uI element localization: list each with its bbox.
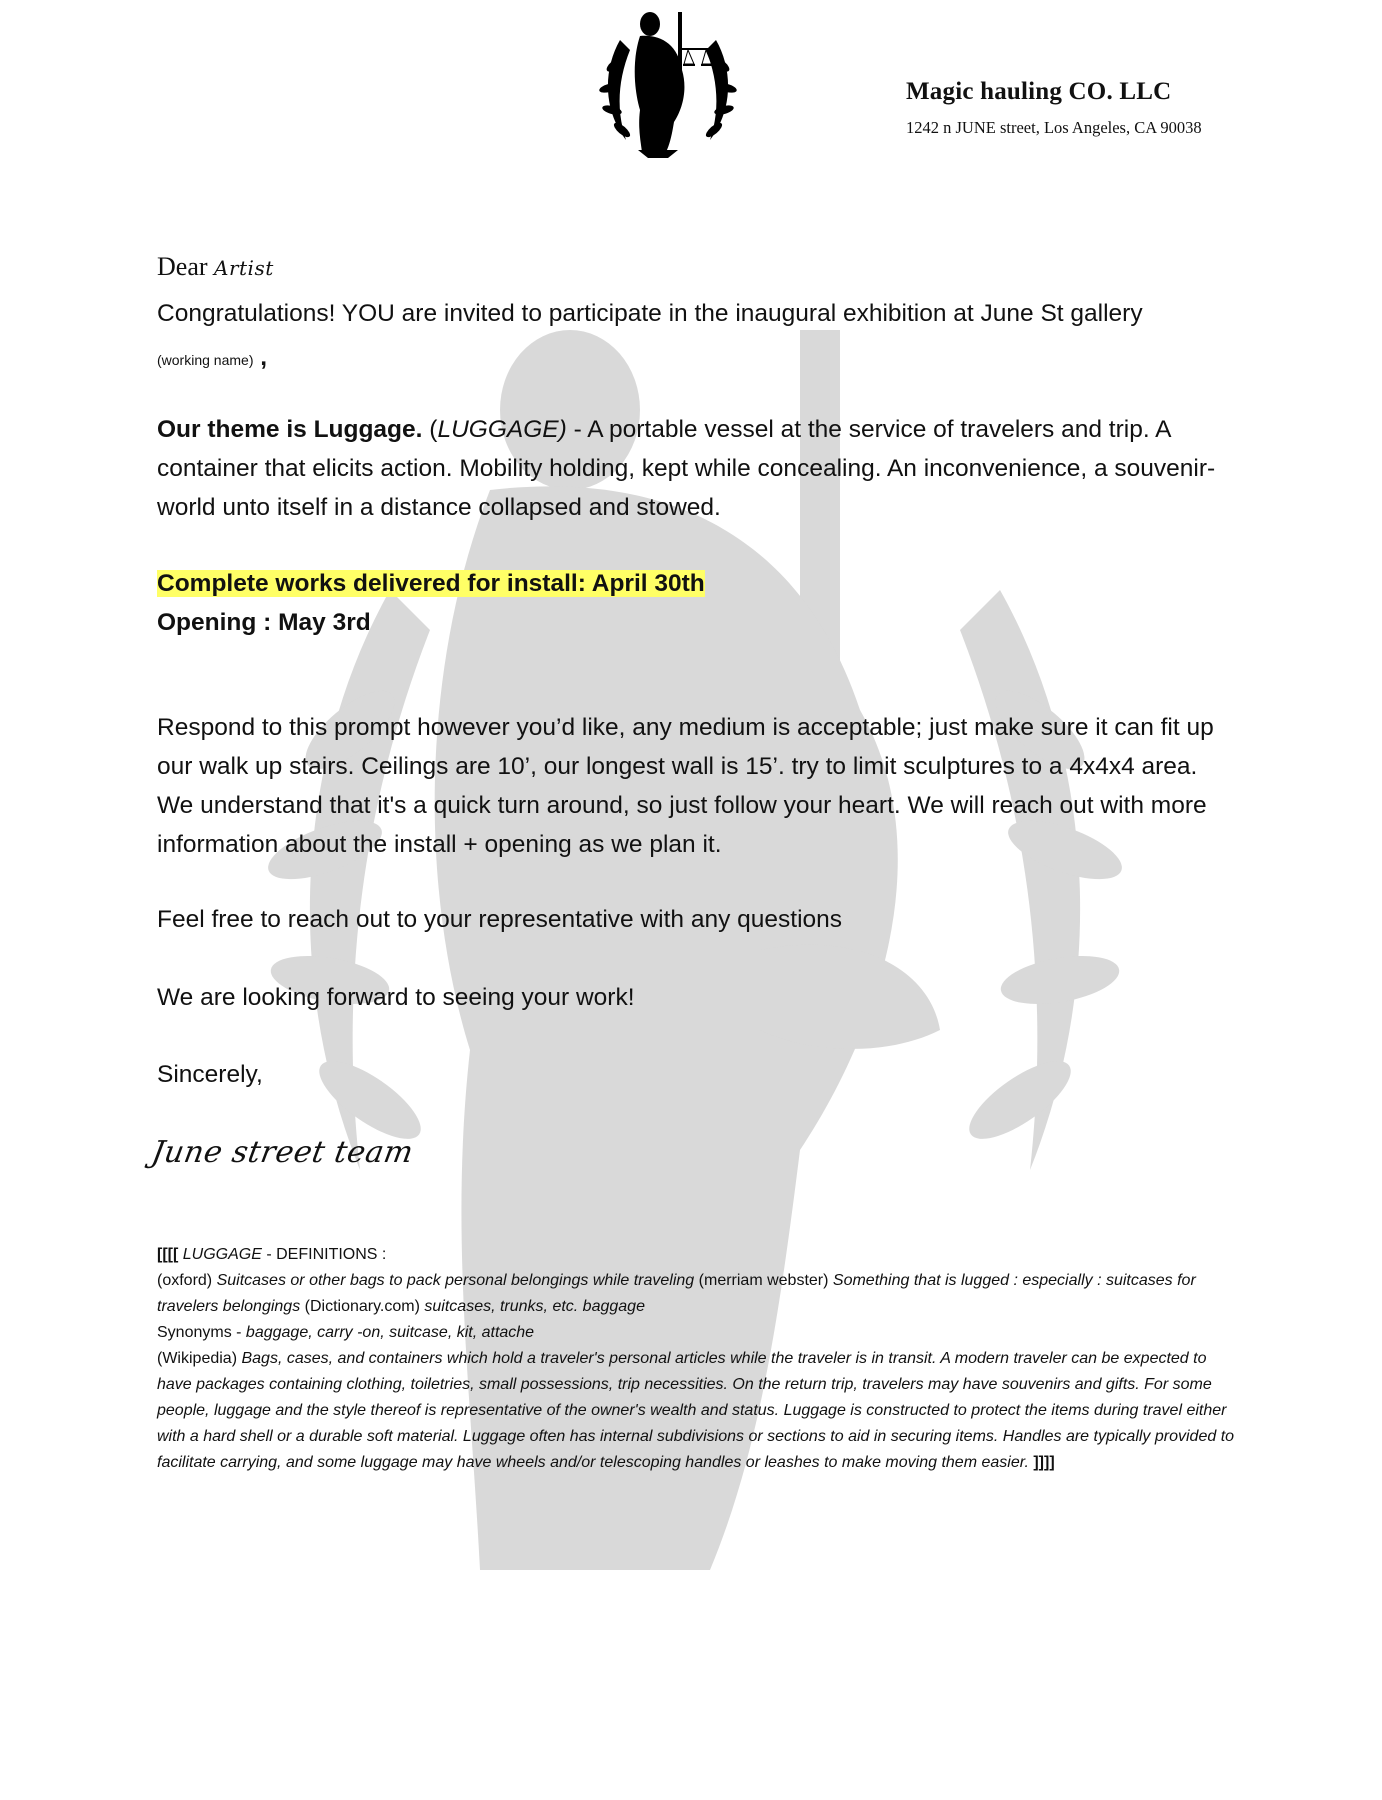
theme-paragraph: [157, 410, 1227, 527]
dictionary-com-definition: suitcases, trunks, etc. baggage: [424, 1298, 645, 1315]
theme-bold: Our theme is Luggage.: [157, 416, 423, 443]
company-name: Magic hauling CO. LLC: [906, 78, 1172, 105]
company-address: 1242 n JUNE street, Los Angeles, CA 90038: [906, 118, 1202, 137]
theme-open-paren: (: [429, 416, 438, 443]
opening-line: Opening : May 3rd: [157, 609, 371, 636]
merriam-webster-definition: Something that is lugged : especially : suitcases for travelers belongings: [157, 1272, 1196, 1315]
company-block: [906, 78, 1202, 138]
theme-text: - A portable vessel at the service of travelers and trip. A container that elicits action. Mobility holding, kept while concealing. An inconvenience, a souvenir-world unto itself in a distance collapsed and stowed.: [157, 416, 1216, 521]
synonyms-line: [157, 1320, 1237, 1346]
definitions-block: [157, 1242, 1237, 1476]
deadline-text: Complete works delivered for install: April 30th: [157, 570, 705, 597]
wikipedia-definition: Bags, cases, and containers which hold a traveler's personal articles while the traveler is in transit. A modern traveler can be expected to have packages containing clothing, toiletries, small possessions, trip necessities. On the return trip, travelers may have souvenirs and gifts. For some people, luggage and the style thereof is representative of the owner's wealth and status. Luggage is constructed to protect the items during travel either with a hard shell or a durable soft material. Luggage often has internal subdivisions or sections to aid in securing items. Handles are typically provided to facilitate carrying, and some luggage may have wheels and/or telescoping handles or leashes to make moving them easier.: [157, 1350, 1235, 1471]
synonyms-list: baggage, carry -on, suitcase, kit, attache: [245, 1324, 535, 1341]
wikipedia-source: (Wikipedia): [157, 1350, 238, 1367]
dictionary-com-source: (Dictionary.com): [304, 1298, 420, 1315]
looking-forward-line: We are looking forward to seeing your work!: [157, 984, 635, 1011]
working-name-line: [157, 338, 1227, 380]
definitions-title-italic: LUGGAGE: [182, 1246, 262, 1263]
closing-line: Sincerely,: [157, 1061, 263, 1088]
definitions-open-brackets: [[[[: [157, 1246, 179, 1263]
wikipedia-definition-block: [157, 1346, 1237, 1476]
questions-line: Feel free to reach out to your representative with any questions: [157, 906, 843, 933]
definitions-title: [157, 1242, 1237, 1268]
merriam-webster-source: (merriam webster): [698, 1272, 829, 1289]
salutation-prefix: Dear: [157, 252, 208, 281]
salutation: [157, 252, 274, 282]
definitions-close-brackets: ]]]]: [1028, 1454, 1055, 1471]
salutation-name: Artist: [214, 256, 274, 280]
definitions-title-rest: - DEFINITIONS :: [261, 1246, 387, 1263]
invite-paragraph: [157, 294, 1227, 333]
theme-italic: LUGGAGE): [437, 416, 567, 443]
oxford-source: (oxford): [157, 1272, 213, 1289]
invite-line: Congratulations! YOU are invited to participate in the inaugural exhibition at June St gallery: [157, 300, 1143, 327]
working-name-suffix: ,: [260, 344, 268, 371]
definitions-dictionary: [157, 1268, 1237, 1320]
synonyms-label: Synonyms -: [157, 1324, 246, 1341]
deadline-line: [157, 564, 1227, 603]
prompt-paragraph: Respond to this prompt however you’d like, any medium is acceptable; just make sure it can fit up our walk up stairs. Ceilings are 10’, our longest wall is 15’. try to limit sculptures to a 4x4x4 area. We understand that it's a quick turn around, so just follow your heart. We will reach out with more information about the install + opening as we plan it.: [157, 714, 1214, 858]
signature: June street team: [148, 1135, 417, 1170]
lady-justice-logo-icon: [598, 10, 738, 160]
oxford-definition: Suitcases or other bags to pack personal belongings while traveling: [216, 1272, 695, 1289]
working-name-note: (working name): [157, 352, 254, 368]
